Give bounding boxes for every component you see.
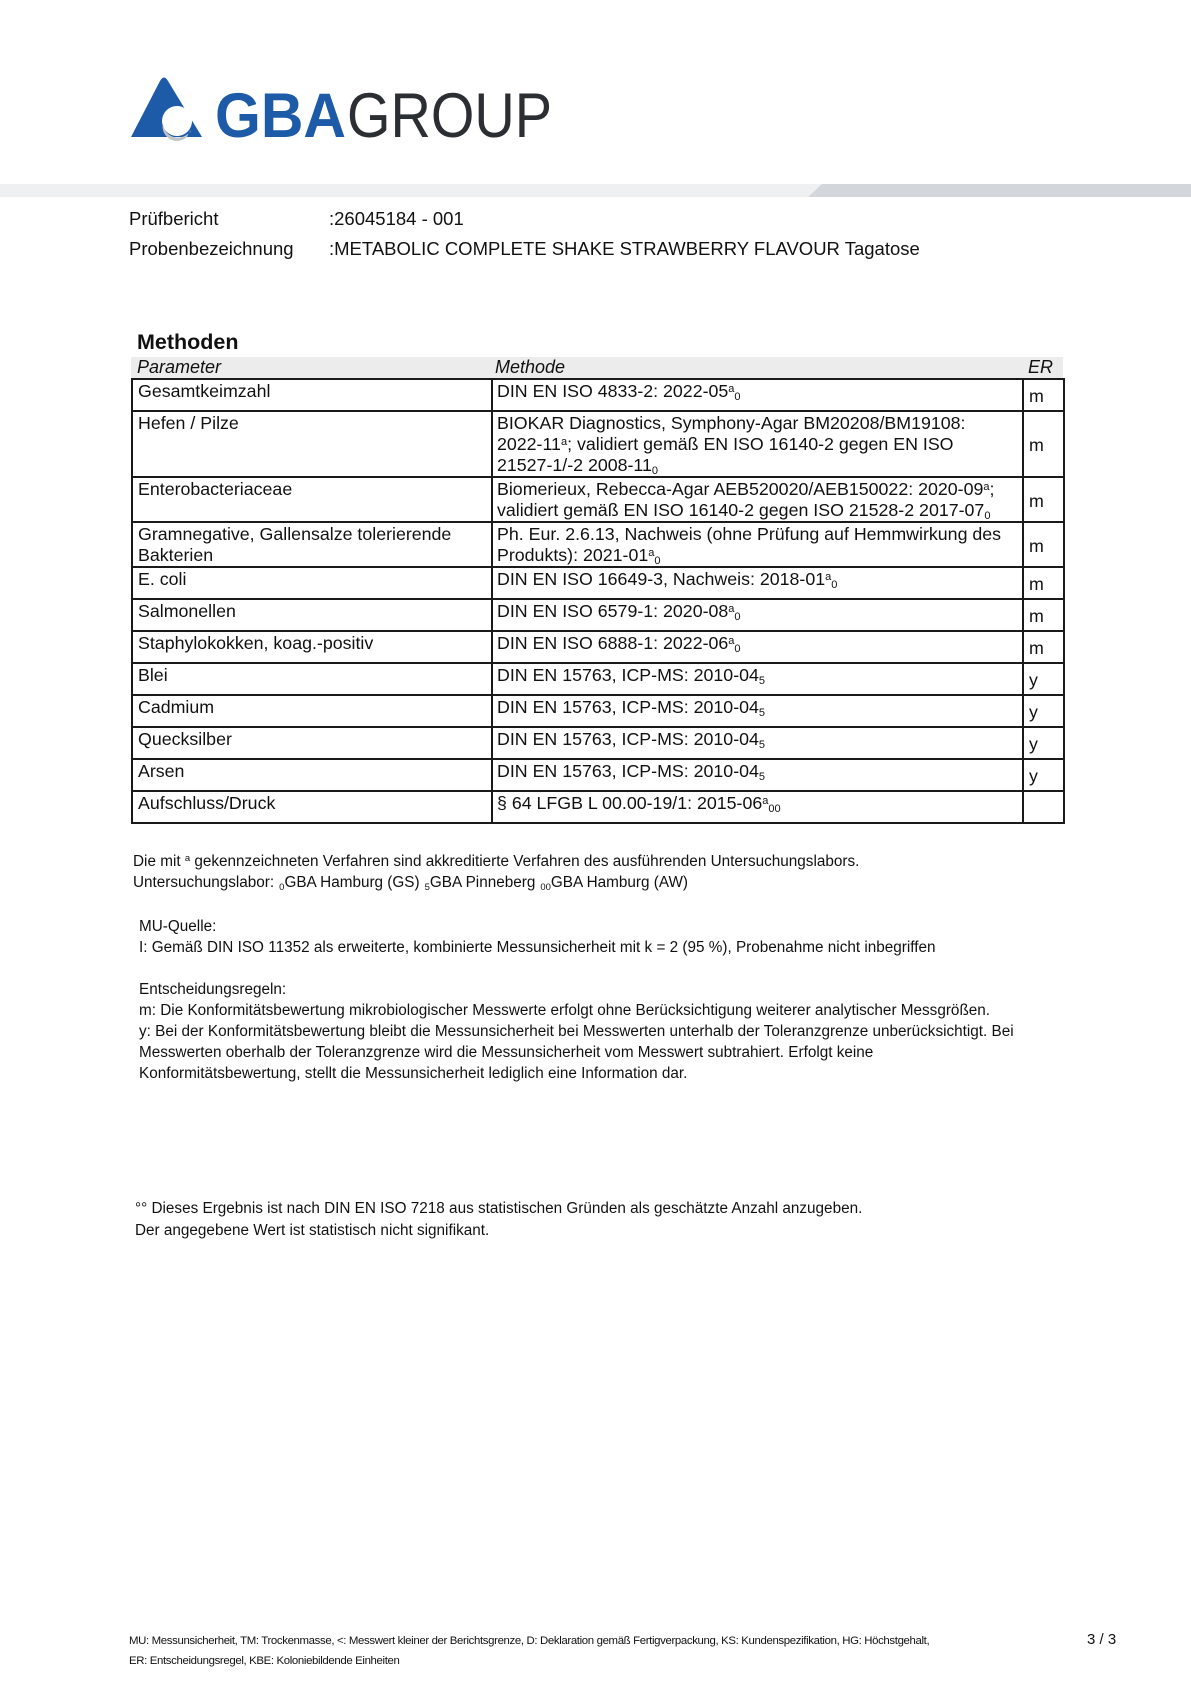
logo-text-gba: GBA [215, 81, 346, 144]
method-cell [492, 759, 1023, 791]
parameter-cell: Gramnegative, Gallensalze tolerierende Bakterien [132, 522, 492, 567]
accreditation-mark: a [560, 435, 568, 448]
table-row [132, 599, 1064, 631]
parameter-cell: E. coli [132, 567, 492, 599]
header-er: ER [1028, 357, 1054, 377]
table-row [132, 727, 1064, 759]
er-cell: y [1023, 663, 1064, 695]
accreditation-note [133, 851, 859, 872]
parameter-cell: Enterobacteriaceae [132, 477, 492, 522]
pruefbericht-value: :26045184 - 001 [329, 208, 464, 229]
method-cell [492, 567, 1023, 599]
er-cell: m [1023, 631, 1064, 663]
er-cell [1023, 791, 1064, 823]
method-cell [492, 411, 1023, 477]
method-text: ; validiert gemäß EN ISO 16140-2 gegen ISO 21528-2 2017-07 [497, 479, 995, 520]
lab-code: 0 [984, 510, 991, 523]
table-row [132, 379, 1064, 411]
lab-code: 5 [758, 771, 766, 784]
er-cell: m [1023, 411, 1064, 477]
lab-item [279, 874, 419, 891]
table-row [132, 411, 1064, 477]
method-text: § 64 LFGB L 00.00-19/1: 2015-06 [497, 793, 763, 813]
method-text: Ph. Eur. 2.6.13, Nachweis (ohne Prüfung auf Hemmwirkung des Produkts): 2021-01 [497, 524, 1002, 565]
lab-code: 0 [831, 579, 838, 592]
parameter-cell: Blei [132, 663, 492, 695]
methods-table-body [132, 379, 1064, 823]
lab-code: 5 [758, 739, 766, 752]
lab-item [425, 874, 536, 891]
table-row [132, 477, 1064, 522]
header-methode: Methode [495, 357, 566, 377]
lab-code: 5 [758, 675, 766, 688]
method-cell [492, 379, 1023, 411]
lab-code: 0 [279, 881, 285, 893]
accreditation-mark: a [184, 853, 191, 865]
er-cell: y [1023, 759, 1064, 791]
er-cell: m [1023, 522, 1064, 567]
method-cell [492, 599, 1023, 631]
method-cell [492, 663, 1023, 695]
table-row [132, 663, 1064, 695]
footer-abbreviations-line-1: MU: Messunsicherheit, TM: Trockenmasse, <: Messwert kleiner der Berichtsgrenze, D: Deklaration gemäß Fertigverpackung, KS: Kundenspezifikation, HG: Höchstgehalt, [129, 1635, 930, 1647]
decision-rule-y: y: Bei der Konformitätsbewertung bleibt die Messunsicherheit bei Messwerten unterhalb der Toleranzgrenze unberücksichtigt. Bei Messwerten oberhalb der Toleranzgrenze wird die Messunsicherheit vom Messwert subtrahiert. Erfolgt keine Konformitätsbewertung, stellt die Messunsicherheit lediglich eine Information dar. [139, 1023, 1014, 1082]
footnote-line-2: Der angegebene Wert ist statistisch nicht signifikant. [135, 1222, 490, 1239]
probenbezeichnung-value: :METABOLIC COMPLETE SHAKE STRAWBERRY FLAVOUR Tagatose [329, 238, 920, 259]
parameter-cell: Aufschluss/Druck [132, 791, 492, 823]
er-cell: y [1023, 727, 1064, 759]
method-text: DIN EN 15763, ICP-MS: 2010-04 [497, 697, 759, 717]
method-cell [492, 695, 1023, 727]
lab-code: 0 [734, 643, 741, 656]
table-row [132, 522, 1064, 567]
method-cell [492, 522, 1023, 567]
lab-code: 0 [651, 465, 659, 478]
lab-code: 0 [734, 611, 741, 624]
table-row [132, 567, 1064, 599]
header-parameter: Parameter [137, 357, 222, 377]
parameter-cell: Staphylokokken, koag.-positiv [132, 631, 492, 663]
footer-abbreviations-line-2: ER: Entscheidungsregel, KBE: Koloniebildende Einheiten [129, 1655, 400, 1667]
accreditation-mark: a [728, 382, 735, 395]
er-cell: m [1023, 477, 1064, 522]
lab-code: 0 [734, 391, 741, 404]
lab-list [133, 872, 688, 893]
lab-item [540, 874, 688, 891]
accreditation-mark: a [825, 570, 832, 583]
footnote-line-1: °° Dieses Ergebnis ist nach DIN EN ISO 7218 aus statistischen Gründen als geschätzte Anzahl anzugeben. [135, 1200, 863, 1217]
accreditation-note-after: gekennzeichneten Verfahren sind akkreditierte Verfahren des ausführenden Untersuchungslabors. [190, 853, 860, 870]
method-text: ; validiert gemäß EN ISO 16140-2 gegen EN ISO 21527-1/-2 2008-11 [497, 434, 954, 475]
probenbezeichnung-label: Probenbezeichnung [129, 238, 294, 259]
method-text: DIN EN ISO 6888-1: 2022-06 [497, 633, 729, 653]
lab-code: 00 [540, 881, 551, 893]
table-row [132, 631, 1064, 663]
logo-text-group: GROUP [347, 81, 552, 144]
parameter-cell: Arsen [132, 759, 492, 791]
lab-code: 5 [424, 881, 430, 893]
page-number: 3 / 3 [1087, 1631, 1117, 1648]
method-text: DIN EN 15763, ICP-MS: 2010-04 [497, 665, 759, 685]
decision-rules-title: Entscheidungsregeln: [139, 981, 287, 998]
method-text: DIN EN ISO 6579-1: 2020-08 [497, 601, 729, 621]
gba-mountain-icon [131, 78, 202, 141]
lab-code: 5 [758, 707, 766, 720]
accreditation-mark: a [728, 634, 735, 647]
accreditation-mark: a [762, 794, 769, 807]
accreditation-mark: a [983, 480, 990, 493]
lab-code: 00 [768, 803, 781, 816]
parameter-cell: Gesamtkeimzahl [132, 379, 492, 411]
lab-name: GBA Hamburg (AW) [550, 874, 689, 891]
accreditation-mark: a [648, 546, 655, 559]
table-row [132, 759, 1064, 791]
method-text: BIOKAR Diagnostics, Symphony-Agar BM20208/BM19108: 2022-11 [497, 413, 966, 454]
er-cell: y [1023, 695, 1064, 727]
pruefbericht-label: Prüfbericht [129, 208, 219, 229]
header-band [0, 184, 1191, 197]
lab-name: GBA Hamburg (GS) [284, 874, 420, 891]
methods-table-header [131, 357, 1063, 378]
parameter-cell: Cadmium [132, 695, 492, 727]
er-cell: m [1023, 379, 1064, 411]
method-cell [492, 477, 1023, 522]
accreditation-mark: a [728, 602, 735, 615]
method-cell [492, 631, 1023, 663]
table-row [132, 695, 1064, 727]
methods-title: Methoden [137, 330, 239, 354]
accreditation-note-before: Die mit [133, 853, 185, 870]
method-cell [492, 727, 1023, 759]
parameter-cell: Hefen / Pilze [132, 411, 492, 477]
lab-list-label: Untersuchungslabor: [133, 874, 275, 891]
table-row [132, 791, 1064, 823]
gba-group-logo [131, 74, 561, 144]
method-text: DIN EN ISO 4833-2: 2022-05 [497, 381, 729, 401]
mu-source-text: I: Gemäß DIN ISO 11352 als erweiterte, kombinierte Messunsicherheit mit k = 2 (95 %), Probenahme nicht inbegriffen [139, 939, 936, 956]
method-text: DIN EN 15763, ICP-MS: 2010-04 [497, 761, 759, 781]
lab-code: 0 [654, 555, 661, 568]
method-text: DIN EN 15763, ICP-MS: 2010-04 [497, 729, 759, 749]
footer-abbreviations [129, 1631, 929, 1671]
method-text: Biomerieux, Rebecca-Agar AEB520020/AEB150022: 2020-09 [497, 479, 984, 499]
mu-source-title: MU-Quelle: [139, 918, 217, 935]
decision-rule-m: m: Die Konformitätsbewertung mikrobiologischer Messwerte erfolgt ohne Berücksichtigung weiterer analytischer Messgrößen. [139, 1002, 991, 1019]
methods-table [131, 378, 1065, 824]
er-cell: m [1023, 567, 1064, 599]
er-cell: m [1023, 599, 1064, 631]
method-cell [492, 791, 1023, 823]
parameter-cell: Salmonellen [132, 599, 492, 631]
parameter-cell: Quecksilber [132, 727, 492, 759]
lab-name: GBA Pinneberg [429, 874, 536, 891]
method-text: DIN EN ISO 16649-3, Nachweis: 2018-01 [497, 569, 826, 589]
